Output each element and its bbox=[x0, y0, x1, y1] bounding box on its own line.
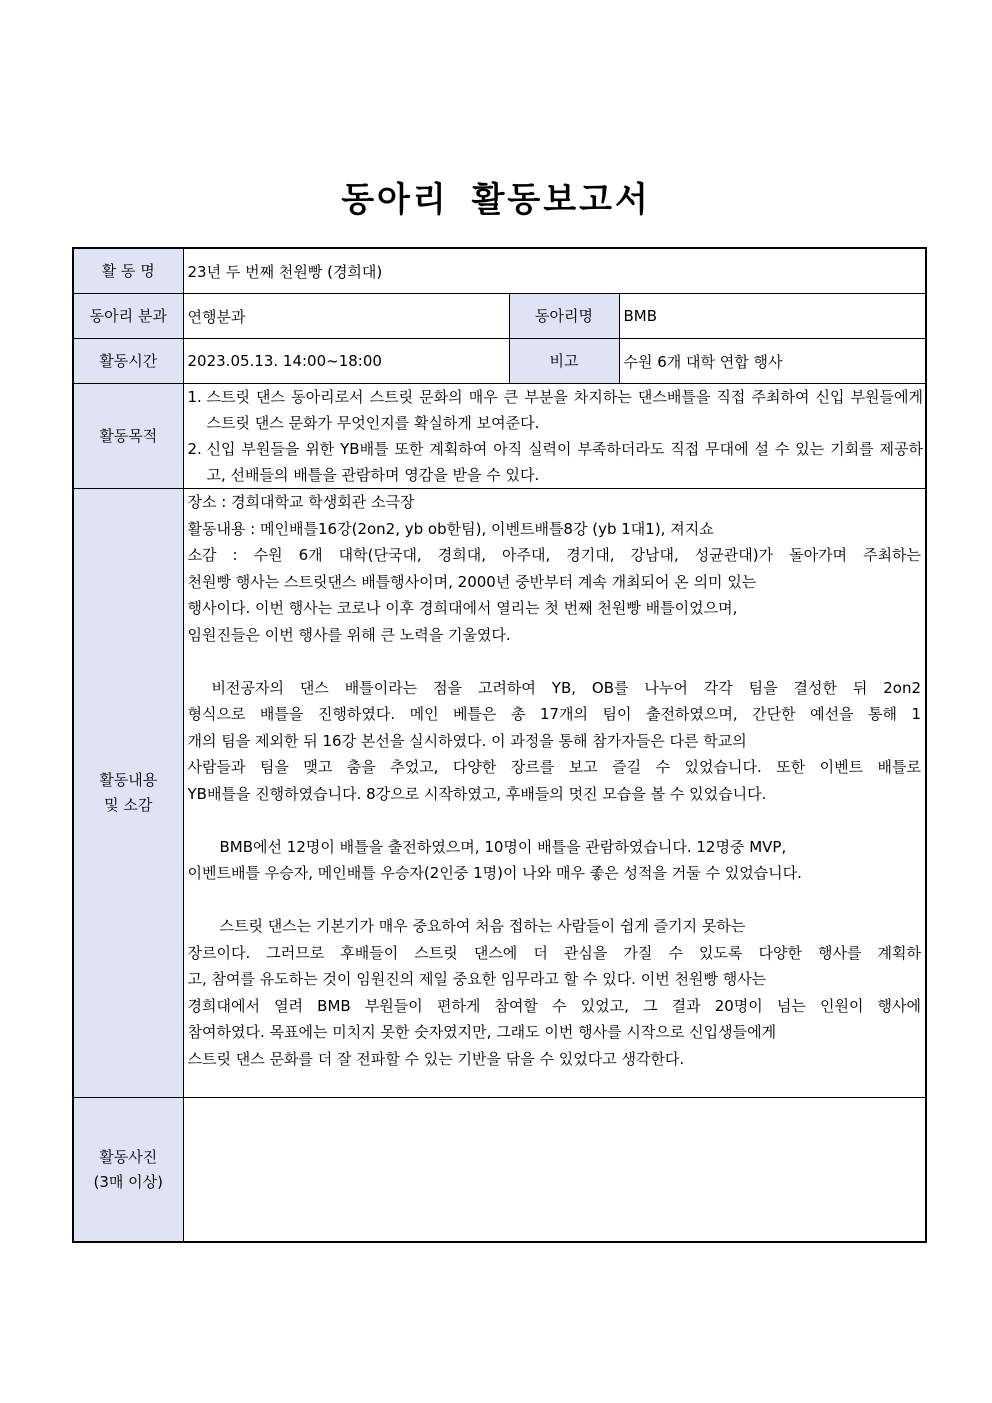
content-line: 이벤트배틀 우승자, 메인배틀 우승자(2인중 1명)이 나와 매우 좋은 성적을 거둘 수 있었습니다. bbox=[187, 864, 802, 882]
content-line: 경희대에서 열려 BMB 부원들이 편하게 참여할 수 있었고, 그 결과 20명이 넘는 인원이 행사에 bbox=[187, 996, 922, 1015]
content-line: 스트릿 댄스 문화를 더 잘 전파할 수 있는 기반을 닦을 수 있었다고 생각한다. bbox=[187, 1049, 685, 1068]
content-line: 천원빵 행사는 스트릿댄스 배틀행사이며, 2000년 중반부터 계속 개최되어 온 의미 있는 bbox=[187, 572, 757, 591]
content-blank-line bbox=[188, 887, 922, 914]
row-club-info bbox=[73, 294, 926, 339]
content-body bbox=[183, 489, 926, 1098]
row-purpose bbox=[73, 384, 926, 489]
purpose-value bbox=[183, 384, 926, 489]
purpose-label: 활동목적 bbox=[73, 384, 183, 489]
photos-area[interactable] bbox=[183, 1098, 926, 1243]
row-content bbox=[73, 489, 926, 1098]
purpose-item-text: 스트릿 댄스 동아리로서 스트릿 문화의 매우 큰 부분을 차지하는 댄스배틀을 직접 주최하여 신입 부원들에게 스트릿 댄스 문화가 무엇인지를 확실하게 보여준다. bbox=[206, 388, 924, 432]
content-blank-line bbox=[188, 807, 922, 834]
content-line: 활동내용 : 메인배틀16강(2on2, yb ob한팀), 이벤트배틀8강 (yb 1대1), 져지쇼 bbox=[187, 519, 714, 538]
report-table bbox=[72, 247, 927, 1243]
content-label bbox=[73, 489, 183, 1098]
club-division-label: 동아리 분과 bbox=[73, 294, 183, 339]
activity-name-value: 23년 두 번째 천원빵 (경희대) bbox=[183, 248, 926, 294]
content-line: 장소 : 경희대학교 학생회관 소극장 bbox=[187, 493, 415, 511]
content-line: BMB에선 12명이 배틀을 출전하였으며, 10명이 배틀을 관람하였습니다. 12명중 MVP, bbox=[219, 837, 787, 856]
content-label-line1: 활동내용 bbox=[99, 771, 158, 789]
content-line: 고, 참여를 유도하는 것이 임원진의 제일 중요한 임무라고 할 수 있다. 이번 천원빵 행사는 bbox=[187, 970, 767, 988]
content-line: 스트릿 댄스는 기본기가 매우 중요하여 처음 접하는 사람들이 쉽게 즐기지 못하는 bbox=[219, 917, 746, 935]
activity-time-label: 활동시간 bbox=[73, 339, 183, 384]
content-line: 행사이다. 이번 행사는 코로나 이후 경희대에서 열리는 첫 번째 천원빵 배틀이었으며, bbox=[187, 599, 738, 617]
purpose-item-number: 1. bbox=[187, 388, 202, 406]
activity-name-label: 활 동 명 bbox=[73, 248, 183, 294]
purpose-item bbox=[188, 436, 924, 488]
club-name-value: BMB bbox=[619, 294, 926, 339]
row-activity-time bbox=[73, 339, 926, 384]
content-line: 개의 팀을 제외한 뒤 16강 본선을 실시하였다. 이 과정을 통해 참가자들은 다른 학교의 bbox=[187, 731, 747, 750]
content-line: 소감 : 수원 6개 대학(단국대, 경희대, 아주대, 경기대, 강남대, 성균관대)가 돌아가며 주최하는 bbox=[187, 546, 922, 564]
page-title: 동아리 활동보고서 bbox=[341, 180, 651, 220]
club-division-value: 연행분과 bbox=[183, 294, 509, 339]
content-line: 사람들과 팀을 맺고 춤을 추었고, 다양한 장르를 보고 즐길 수 있었습니다. 또한 이벤트 배틀로 bbox=[187, 758, 922, 776]
content-line: YB배틀을 진행하였습니다. 8강으로 시작하였고, 후배들의 멋진 모습을 볼 수 있었습니다. bbox=[187, 784, 767, 803]
content-line: 임원진들은 이번 행사를 위해 큰 노력을 기울였다. bbox=[187, 625, 511, 644]
remarks-value: 수원 6개 대학 연합 행사 bbox=[619, 339, 926, 384]
purpose-item-text: 신입 부원들을 위한 YB배틀 또한 계획하여 아직 실력이 부족하더라도 직접 무대에 설 수 있는 기회를 제공하고, 선배들의 배틀을 관람하며 영감을 받을 수 있다. bbox=[206, 440, 924, 484]
content-line: 참여하였다. 목표에는 미치지 못한 숫자였지만, 그래도 이번 행사를 시작으로 신입생들에게 bbox=[187, 1023, 777, 1041]
content-blank-line bbox=[188, 648, 922, 675]
content-line: 형식으로 배틀을 진행하였다. 메인 베틀은 총 17개의 팀이 출전하였으며, 간단한 예선을 통해 1 bbox=[187, 705, 922, 723]
purpose-item bbox=[188, 384, 924, 436]
activity-time-value: 2023.05.13. 14:00~18:00 bbox=[183, 339, 509, 384]
purpose-item-number: 2. bbox=[187, 440, 202, 458]
row-photos bbox=[73, 1098, 926, 1243]
content-line: 장르이다. 그러므로 후배들이 스트릿 댄스에 더 관심을 가질 수 있도록 다양한 행사를 계획하 bbox=[187, 943, 922, 962]
content-label-line2: 및 소감 bbox=[104, 796, 153, 814]
remarks-label: 비고 bbox=[509, 339, 619, 384]
row-activity-name bbox=[73, 248, 926, 294]
purpose-list bbox=[184, 384, 926, 488]
content-line: 비전공자의 댄스 배틀이라는 점을 고려하여 YB, OB를 나누어 각각 팀을 결성한 뒤 2on2 bbox=[211, 678, 922, 697]
content-text bbox=[188, 489, 922, 1072]
photos-label-line2: (3매 이상) bbox=[93, 1172, 163, 1191]
club-name-label: 동아리명 bbox=[509, 294, 619, 339]
photos-label-line1: 활동사진 bbox=[99, 1147, 158, 1166]
photos-label bbox=[73, 1098, 183, 1243]
